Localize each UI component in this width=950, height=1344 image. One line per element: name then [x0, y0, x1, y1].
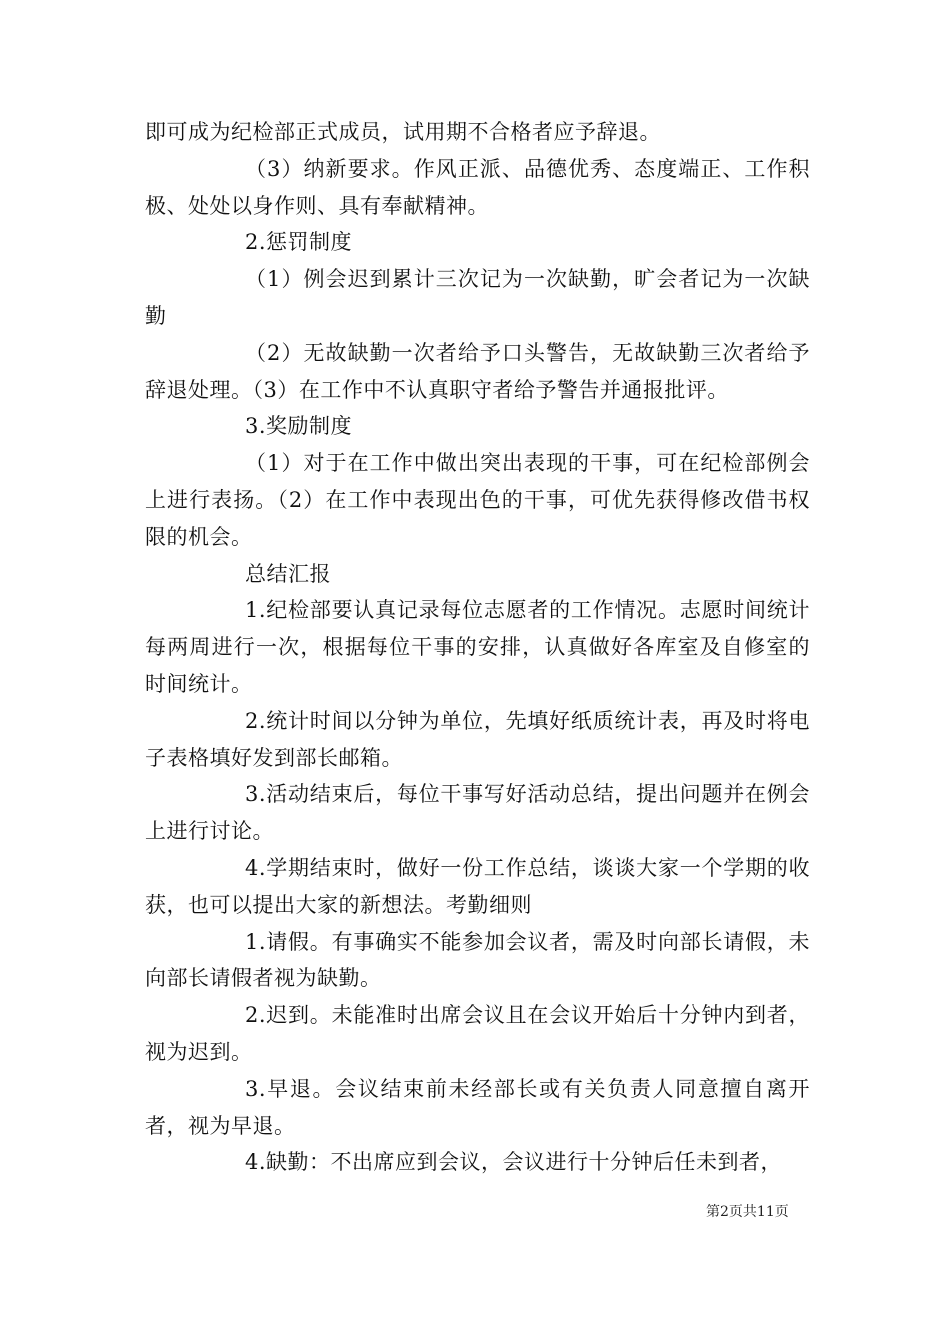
- paragraph-7: （1）对于在工作中做出突出表现的干事，可在纪检部例会上进行表扬。（2）在工作中表现出色的干事，可优先获得修改借书权限的机会。: [145, 451, 810, 549]
- paragraph-11: 3.活动结束后，每位干事写好活动总结，提出问题并在例会上进行讨论。: [145, 782, 810, 844]
- paragraph-14: 2.迟到。未能准时出席会议且在会议开始后十分钟内到者，视为迟到。: [145, 1003, 810, 1064]
- paragraph-10: 2.统计时间以分钟为单位，先填好纸质统计表，再及时将电子表格填好发到部长邮箱。: [145, 708, 810, 770]
- paragraph-2: （3）纳新要求。作风正派、品德优秀、态度端正、工作积极、处处以身作则、具有奉献精神。: [145, 156, 810, 218]
- paragraph-4: （1）例会迟到累计三次记为一次缺勤，旷会者记为一次缺勤: [145, 267, 810, 328]
- paragraph-5: （2）无故缺勤一次者给予口头警告，无故缺勤三次者给予辞退处理。（3）在工作中不认真职守者给予警告并通报批评。: [145, 340, 810, 402]
- paragraph-6: 3.奖励制度: [245, 414, 353, 439]
- document-body: [145, 114, 810, 1181]
- paragraph-13: 1.请假。有事确实不能参加会议者，需及时向部长请假，未向部长请假者视为缺勤。: [145, 929, 810, 991]
- paragraph-9: 1.纪检部要认真记录每位志愿者的工作情况。志愿时间统计每两周进行一次，根据每位干事的安排，认真做好各库室及自修室的时间统计。: [145, 598, 810, 696]
- paragraph-3: 2.惩罚制度: [245, 230, 353, 255]
- paragraph-16: 4.缺勤：不出席应到会议，会议进行十分钟后任未到者，: [245, 1150, 783, 1175]
- paragraph-15: 3.早退。会议结束前未经部长或有关负责人同意擅自离开者，视为早退。: [145, 1076, 810, 1138]
- paragraph-1: 即可成为纪检部正式成员，试用期不合格者应予辞退。: [145, 120, 661, 144]
- paragraph-12: 4.学期结束时，做好一份工作总结，谈谈大家一个学期的收获，也可以提出大家的新想法。考勤细则: [145, 855, 810, 917]
- page-number-footer: 第2页共11页: [706, 1204, 789, 1220]
- paragraph-8: 总结汇报: [245, 561, 331, 586]
